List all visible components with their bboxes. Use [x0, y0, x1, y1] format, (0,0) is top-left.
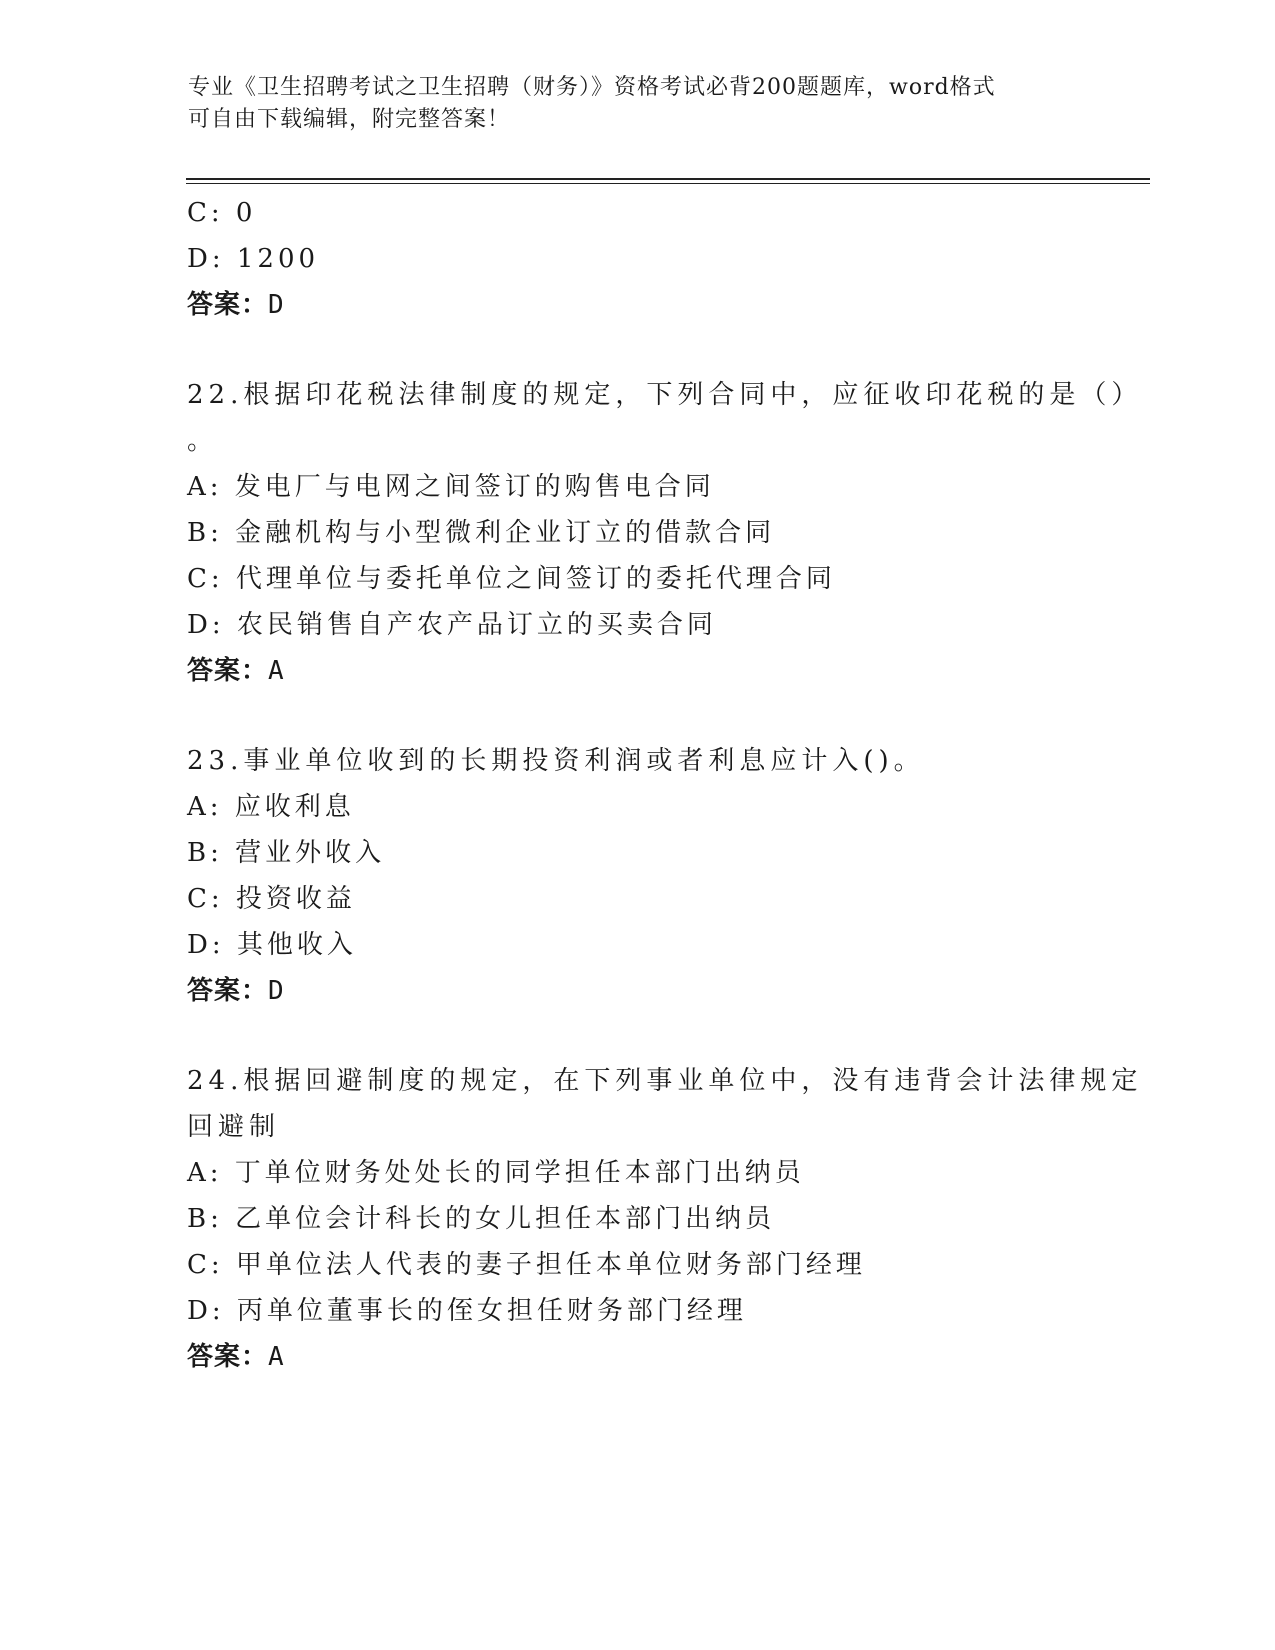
option-a: A: 丁单位财务处处长的同学担任本部门出纳员	[187, 1158, 805, 1188]
option-a: A: 应收利息	[187, 792, 355, 822]
option-a: A: 发电厂与电网之间签订的购售电合同	[187, 472, 715, 502]
header-line-1: 专业《卫生招聘考试之卫生招聘（财务）》资格考试必背200题题库，word格式	[188, 75, 996, 100]
header-rule-thin	[186, 183, 1150, 184]
option-b: B: 金融机构与小型微利企业订立的借款合同	[187, 518, 776, 548]
answer-label: 答案：	[187, 976, 269, 1006]
answer-value: A	[268, 656, 285, 686]
question-22	[187, 372, 1143, 694]
answer-label: 答案：	[187, 290, 269, 320]
option-c: C: 代理单位与委托单位之间签订的委托代理合同	[187, 564, 836, 594]
question-stem-continued: 。	[187, 426, 219, 456]
answer-line	[187, 1334, 1087, 1380]
option-c: C: 0	[187, 198, 257, 228]
answer-line	[187, 648, 1087, 694]
question-stem: 24.根据回避制度的规定，在下列事业单位中，没有违背会计法律规定	[187, 1066, 1143, 1096]
option-d: D: 丙单位董事长的侄女担任财务部门经理	[187, 1296, 747, 1326]
option-d: D: 农民销售自产农产品订立的买卖合同	[187, 610, 717, 640]
question-24	[187, 1058, 1143, 1380]
answer-label: 答案：	[187, 1342, 269, 1372]
header-line-2: 可自由下载编辑，附完整答案！	[188, 107, 511, 132]
option-c: C: 甲单位法人代表的妻子担任本单位财务部门经理	[187, 1250, 866, 1280]
answer-value: A	[268, 1342, 285, 1372]
question-stem: 22.根据印花税法律制度的规定，下列合同中，应征收印花税的是（）	[187, 380, 1143, 410]
answer-line	[187, 282, 1087, 328]
option-c: C: 投资收益	[187, 884, 356, 914]
document-header	[188, 72, 1088, 136]
prev-question-block	[187, 190, 1087, 328]
question-23	[187, 738, 1087, 1014]
option-b: B: 营业外收入	[187, 838, 386, 868]
question-list	[187, 190, 1143, 1380]
question-stem-continued: 回避制	[187, 1112, 281, 1142]
answer-value: D	[268, 290, 285, 320]
answer-value: D	[268, 976, 285, 1006]
option-b: B: 乙单位会计科长的女儿担任本部门出纳员	[187, 1204, 776, 1234]
answer-line	[187, 968, 1087, 1014]
answer-label: 答案：	[187, 656, 269, 686]
option-d: D: 其他收入	[187, 930, 357, 960]
option-d: D: 1200	[187, 244, 320, 274]
header-rule-thick	[186, 178, 1150, 180]
question-stem: 23.事业单位收到的长期投资利润或者利息应计入()。	[187, 746, 925, 776]
